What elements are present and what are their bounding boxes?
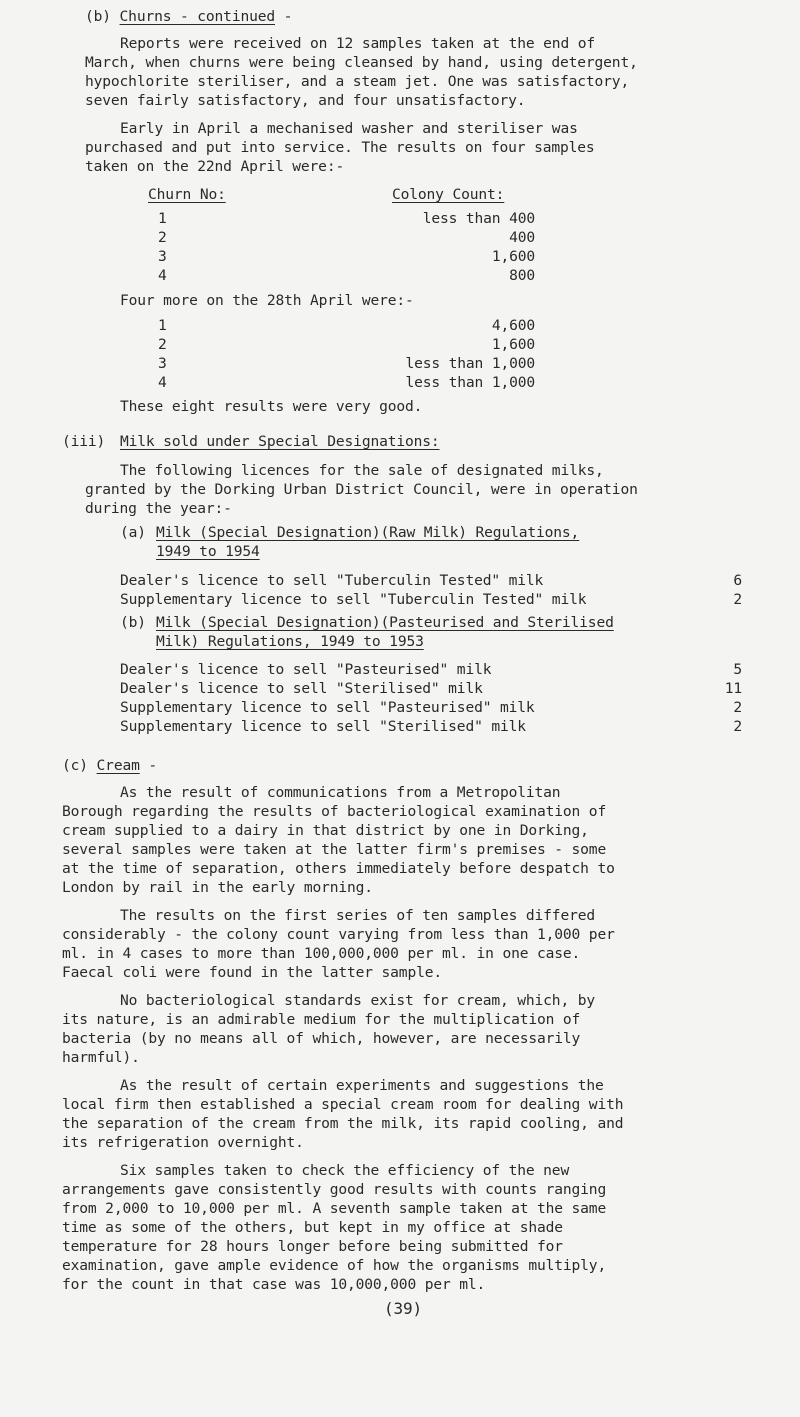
paragraph-line: Reports were received on 12 samples taken at the end of	[120, 35, 595, 52]
paragraph-line: during the year:-	[85, 500, 232, 517]
paragraph-line: Six samples taken to check the efficiency of the new	[120, 1162, 570, 1179]
column-header-churn: Churn No:	[148, 186, 226, 203]
paragraph-line: Four more on the 28th April were:-	[120, 292, 414, 309]
subsection-b-label: (b)	[120, 614, 146, 631]
paragraph-line: arrangements gave consistently good results with counts ranging	[62, 1181, 607, 1198]
paragraph-line: seven fairly satisfactory, and four unsatisfactory.	[85, 92, 526, 109]
paragraph-line: London by rail in the early morning.	[62, 879, 373, 896]
paragraph-line: the separation of the cream from the milk, its rapid cooling, and	[62, 1115, 624, 1132]
churn-number: 1	[158, 317, 167, 334]
paragraph-line: from 2,000 to 10,000 per ml. A seventh sample taken at the same	[62, 1200, 607, 1217]
licence-row: Dealer's licence to sell "Tuberculin Tested" milk	[120, 572, 544, 589]
paragraph-line: at the time of separation, others immediately before despatch to	[62, 860, 615, 877]
colony-count: less than 400	[422, 210, 535, 227]
paragraph-line: cream supplied to a dairy in that district by one in Dorking,	[62, 822, 589, 839]
paragraph-line: considerably - the colony count varying from less than 1,000 per	[62, 926, 615, 943]
colony-count: 800	[509, 267, 535, 284]
paragraph-line: time as some of the others, but kept in my office at shade	[62, 1219, 563, 1236]
paragraph-line: March, when churns were being cleansed by hand, using detergent,	[85, 54, 638, 71]
paragraph-line: hypochlorite steriliser, and a steam jet. One was satisfactory,	[85, 73, 630, 90]
paragraph-line: examination, gave ample evidence of how the organisms multiply,	[62, 1257, 607, 1274]
licence-count: 6	[733, 572, 742, 589]
paragraph-line: its refrigeration overnight.	[62, 1134, 304, 1151]
paragraph-line: Early in April a mechanised washer and steriliser was	[120, 120, 578, 137]
licence-row: Supplementary licence to sell "Sterilised" milk	[120, 718, 526, 735]
paragraph-line: several samples were taken at the latter firm's premises - some	[62, 841, 607, 858]
subsection-b-heading: Milk) Regulations, 1949 to 1953	[156, 633, 424, 650]
paragraph-line: As the result of communications from a Metropolitan	[120, 784, 561, 801]
paragraph-line: temperature for 28 hours longer before being submitted for	[62, 1238, 563, 1255]
paragraph-line: taken on the 22nd April were:-	[85, 158, 345, 175]
licence-row: Supplementary licence to sell "Tuberculin Tested" milk	[120, 591, 587, 608]
colony-count: 400	[509, 229, 535, 246]
paragraph-line: local firm then established a special cream room for dealing with	[62, 1096, 624, 1113]
licence-count: 2	[733, 699, 742, 716]
licence-row: Dealer's licence to sell "Pasteurised" milk	[120, 661, 492, 678]
churn-number: 1	[158, 210, 167, 227]
colony-count: less than 1,000	[405, 374, 535, 391]
churn-number: 2	[158, 336, 167, 353]
colony-count: 1,600	[491, 336, 535, 353]
paragraph-line: The following licences for the sale of designated milks,	[120, 462, 604, 479]
paragraph-line: harmful).	[62, 1049, 140, 1066]
section-b-heading: (b) Churns - continued -	[85, 8, 293, 25]
churn-number: 4	[158, 267, 167, 284]
churn-number: 3	[158, 355, 167, 372]
colony-count: less than 1,000	[405, 355, 535, 372]
column-header-count: Colony Count:	[392, 186, 505, 203]
paragraph-line: As the result of certain experiments and suggestions the	[120, 1077, 604, 1094]
licence-row: Supplementary licence to sell "Pasteurised" milk	[120, 699, 535, 716]
subsection-a-heading: Milk (Special Designation)(Raw Milk) Regulations,	[156, 524, 580, 541]
churn-number: 4	[158, 374, 167, 391]
licence-count: 11	[724, 680, 742, 697]
paragraph-line: for the count in that case was 10,000,000 per ml.	[62, 1276, 486, 1293]
licence-count: 5	[733, 661, 742, 678]
colony-count: 1,600	[491, 248, 535, 265]
section-c-heading: (c) Cream -	[62, 757, 158, 774]
paragraph-line: Borough regarding the results of bacteriological examination of	[62, 803, 607, 820]
paragraph-line: bacteria (by no means all of which, however, are necessarily	[62, 1030, 581, 1047]
churn-number: 2	[158, 229, 167, 246]
licence-row: Dealer's licence to sell "Sterilised" milk	[120, 680, 483, 697]
subsection-a-heading: 1949 to 1954	[156, 543, 260, 560]
paragraph-line: granted by the Dorking Urban District Council, were in operation	[85, 481, 638, 498]
paragraph-line: its nature, is an admirable medium for the multiplication of	[62, 1011, 581, 1028]
section-iii-heading: Milk sold under Special Designations:	[120, 433, 440, 450]
churn-number: 3	[158, 248, 167, 265]
licence-count: 2	[733, 591, 742, 608]
colony-count: 4,600	[491, 317, 535, 334]
paragraph-line: No bacteriological standards exist for cream, which, by	[120, 992, 595, 1009]
paragraph-line: The results on the first series of ten samples differed	[120, 907, 595, 924]
paragraph-line: These eight results were very good.	[120, 398, 423, 415]
page-number: (39)	[384, 1299, 422, 1318]
licence-count: 2	[733, 718, 742, 735]
paragraph-line: Faecal coli were found in the latter sample.	[62, 964, 442, 981]
subsection-a-label: (a)	[120, 524, 146, 541]
paragraph-line: purchased and put into service. The results on four samples	[85, 139, 595, 156]
subsection-b-heading: Milk (Special Designation)(Pasteurised and Sterilised	[156, 614, 614, 631]
paragraph-line: ml. in 4 cases to more than 100,000,000 per ml. in one case.	[62, 945, 581, 962]
section-iii-number: (iii)	[62, 433, 106, 450]
